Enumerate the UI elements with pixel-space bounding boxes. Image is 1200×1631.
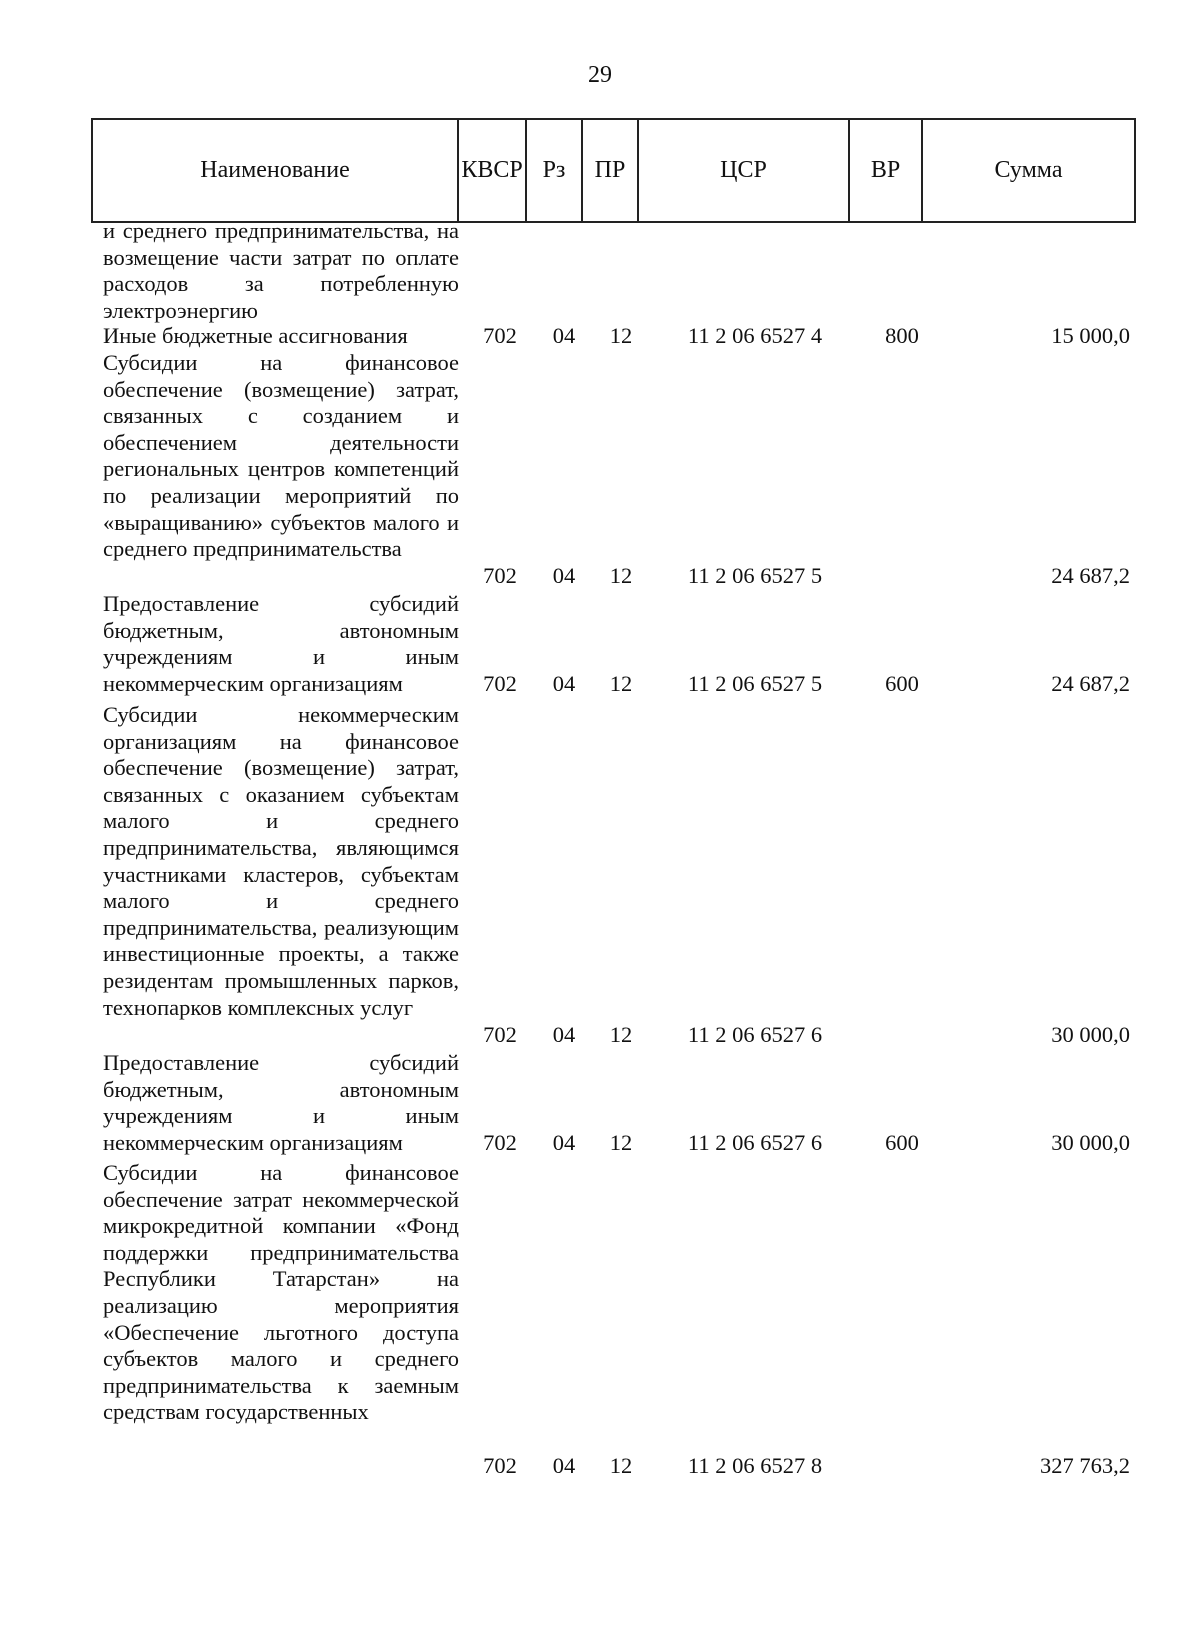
- row-csr: 11 2 06 6527 6: [687, 1022, 823, 1047]
- row-csr: 11 2 06 6527 6: [687, 1130, 823, 1155]
- row-rz: 04: [552, 671, 576, 696]
- row-kvsr: 702: [483, 323, 517, 348]
- row-pr: 12: [609, 1022, 633, 1047]
- header-csr: ЦСР: [638, 119, 849, 222]
- row-sum: 30 000,0: [1051, 1022, 1130, 1047]
- row-kvsr: 702: [483, 1022, 517, 1047]
- row-csr: 11 2 06 6527 8: [687, 1453, 823, 1478]
- row-pr: 12: [609, 671, 633, 696]
- row-rz: 04: [552, 1022, 576, 1047]
- row-vr: 800: [885, 323, 919, 348]
- row-name: Предоставление субсидий бюджетным, автономным учреждениям и иным некоммерческим организациям: [103, 591, 459, 696]
- row-kvsr: 702: [483, 1130, 517, 1155]
- row-name: Иные бюджетные ассигнования: [103, 323, 408, 348]
- row-vr: 600: [885, 671, 919, 696]
- row-sum: 24 687,2: [1051, 563, 1130, 588]
- header-kvsr: КВСР: [458, 119, 526, 222]
- row-csr: 11 2 06 6527 5: [687, 671, 823, 696]
- row-pr: 12: [609, 1453, 633, 1478]
- row-name: Предоставление субсидий бюджетным, автономным учреждениям и иным некоммерческим организациям: [103, 1050, 459, 1155]
- row-sum: 24 687,2: [1051, 671, 1130, 696]
- row-kvsr: 702: [483, 1453, 517, 1478]
- table-header: [91, 118, 1136, 223]
- header-vr: ВР: [849, 119, 922, 222]
- row-pr: 12: [609, 1130, 633, 1155]
- row-sum: 15 000,0: [1051, 323, 1130, 348]
- row-rz: 04: [552, 323, 576, 348]
- row-pr: 12: [609, 563, 633, 588]
- row-pr: 12: [609, 323, 633, 348]
- row-kvsr: 702: [483, 563, 517, 588]
- row-csr: 11 2 06 6527 4: [687, 323, 823, 348]
- row-rz: 04: [552, 1453, 576, 1478]
- header-sum: Сумма: [922, 119, 1135, 222]
- row-name: и среднего предпринимательства, на возмещение части затрат по оплате расходов за потребленную электроэнергию: [103, 218, 459, 323]
- row-name: Субсидии на финансовое обеспечение затрат некоммерческой микрокредитной компании «Фонд поддержки предпринимательства Республики Татарстан» на реализацию мероприятия «Обеспечение льготного доступа субъектов малого и среднего предпринимательства к заемным средствам государственных: [103, 1160, 459, 1425]
- row-sum: 327 763,2: [1040, 1453, 1130, 1478]
- row-csr: 11 2 06 6527 5: [687, 563, 823, 588]
- header-name: Наименование: [92, 119, 458, 222]
- row-name: Субсидии на финансовое обеспечение (возмещение) затрат, связанных с созданием и обеспечением деятельности региональных центров компетенций по реализации мероприятий по «выращиванию» субъектов малого и среднего предпринимательства: [103, 350, 459, 562]
- row-rz: 04: [552, 563, 576, 588]
- row-sum: 30 000,0: [1051, 1130, 1130, 1155]
- header-pr: ПР: [582, 119, 638, 222]
- row-vr: 600: [885, 1130, 919, 1155]
- page-number: 29: [588, 62, 612, 88]
- row-name: Субсидии некоммерческим организациям на финансовое обеспечение (возмещение) затрат, связанных с оказанием субъектам малого и среднего предпринимательства, являющимся участниками кластеров, субъектам малого и среднего предпринимательства, реализующим инвестиционные проекты, а также резидентам промышленных парков, технопарков комплексных услуг: [103, 702, 459, 1020]
- header-rz: Рз: [526, 119, 582, 222]
- row-kvsr: 702: [483, 671, 517, 696]
- row-rz: 04: [552, 1130, 576, 1155]
